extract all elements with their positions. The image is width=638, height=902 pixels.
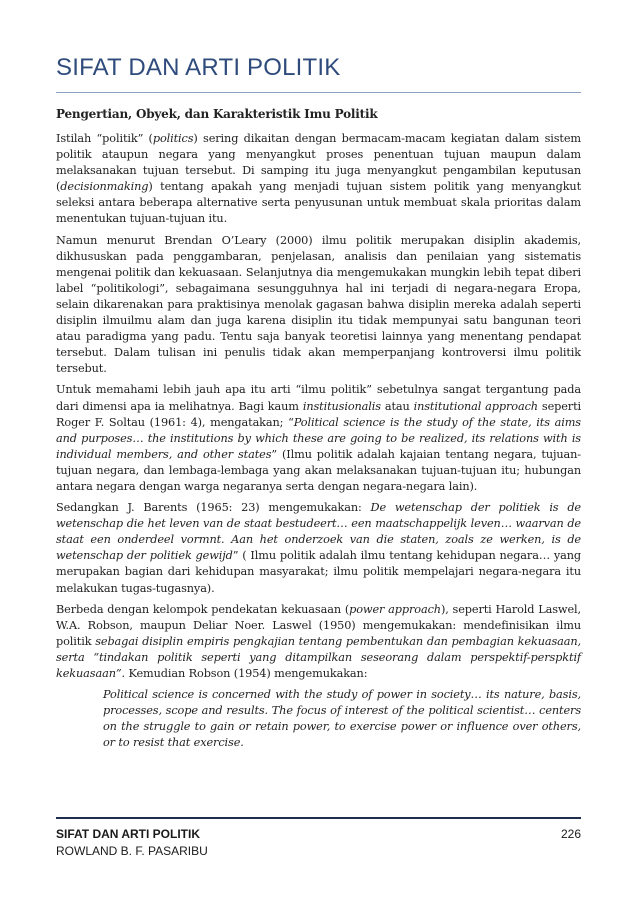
paragraph-3 xyxy=(56,382,581,495)
text-run: ), seperti Harold Laswel, W.A. Robson, maupun Deliar Noer. Laswel (1950) mengemukakan: mendefinisikan ilmu politik xyxy=(56,602,582,648)
italic-text: institutional approach xyxy=(413,399,538,413)
text-run: ” (Ilmu politik adalah kajaian tentang negara, tujuan-tujuan negara, dan lembaga-lembaga yang akan melaksanakan tujuan-tujuan itu; hubungan antara negara dengan warga negaranya serta dengan negara-negara lain). xyxy=(56,447,581,493)
paragraph-1 xyxy=(56,131,581,228)
section-heading: Pengertian, Obyek, dan Karakteristik Imu Politik xyxy=(56,107,378,121)
page-number: 226 xyxy=(560,827,581,841)
text-run: Untuk memahami lebih jauh apa itu arti “ilmu politik” sebetulnya sangat tergantung pada dari dimensi apa ia melihatnya. Bagi kaum xyxy=(56,383,581,413)
italic-text: institusionalis xyxy=(302,399,381,413)
text-run: Namun menurut Brendan O’Leary (2000) ilmu politik merupakan disiplin akademis, dikhususkan pada penggambaran, penjelasan, analisis dan penilaian yang sistematis mengenai politik dan kekuasaan. Selanjutnya dia mengemukakan mungkin lebih tepat diberi label “politikologi”, sebagaimana sesungguhnya hal ini terjadi di negara-negara Eropa, selain dikarenakan para praktisinya menolak gagasan bahwa disiplin mereka adalah seperti disiplin ilmuilmu alam dan juga karena disiplin itu tidak mempunyai satu bangunan teori atau paradigma yang padu. Tentu saja banyak teoretisi lainnya yang menentang pendapat tersebut. Dalam tulisan ini penulis tidak akan memperpanjang kontroversi ilmu politik tersebut. xyxy=(56,233,581,376)
text-run: Sedangkan J. Barents (1965: 23) mengemukakan: xyxy=(56,501,371,515)
italic-text: De wetenschap der politiek is de wetenschap die het leven van de staat bestudeert… een maatschappelijk leven… waarvan de staat een onderdeel vormnt. Aan het onderzoek van die staten, zoals ze werken, is de wetenschap der politiek gewijd xyxy=(56,501,582,563)
italic-text: politics xyxy=(152,132,194,145)
text-run: ) sering dikaitan dengan bermacam-macam kegiatan dalam sistem politik ataupun negara yang menyangkut proses penentuan tujuan maupun dalam melaksanakan tujuan tersebut. Di samping itu juga menyangkut pengambilan keputusan ( xyxy=(56,132,581,194)
paragraph-5 xyxy=(56,602,581,682)
footer-title: SIFAT DAN ARTI POLITIK xyxy=(56,827,200,841)
italic-text: Political science is the study of the state, its aims and purposes… the institutions by which these are going to be realized, its relations with is individual members, and other states xyxy=(56,415,581,461)
title-divider xyxy=(56,92,581,93)
italic-text: power approach xyxy=(349,602,441,616)
block-quote: Political science is concerned with the study of power in society… its nature, basis, processes, scope and results. The focus of interest of the political scientist… centers on the struggle to gain or retain power, to exercise power or influence over others, or to resist that exercise. xyxy=(103,688,581,750)
italic-text: sebagai disiplin empiris pengkajian tentang pembentukan dan pembagian kekuasaan, serta “tindakan politik seperti yang ditampilkan seseorang dalam perspektif-perspktif kekuasaan” xyxy=(56,634,581,680)
text-run: ) tentang apakah yang menjadi tujuan sistem politik yang menyangkut seleksi antara beberapa alternative serta penyusunan untuk membuat skala prioritas dalam menentukan tujuan-tujuan itu. xyxy=(56,180,581,226)
text-run: Berbeda dengan kelompok pendekatan kekuasaan ( xyxy=(56,602,350,616)
paragraph-4 xyxy=(56,500,581,597)
text-run: Istilah “politik” ( xyxy=(56,132,153,145)
footer-author: ROWLAND B. F. PASARIBU xyxy=(56,844,208,858)
page-title: SIFAT DAN ARTI POLITIK xyxy=(56,54,341,81)
text-run: atau xyxy=(380,399,414,413)
document-body xyxy=(56,106,581,751)
text-run: . Kemudian Robson (1954) mengemukakan: xyxy=(121,667,368,680)
paragraph-2 xyxy=(56,233,581,378)
text-run: ” ( Ilmu politik adalah ilmu tentang kehidupan negara… yang merupakan bagian dari kehidupan masyarakat; ilmu politik mempelajari negara-negara itu melakukan tugas-tugasnya). xyxy=(56,549,581,595)
text-run: seperti Roger F. Soltau (1961: 4), mengatakan; “ xyxy=(56,399,582,429)
footer-info xyxy=(56,826,208,860)
italic-text: decisionmaking xyxy=(60,180,149,194)
footer-divider xyxy=(56,817,581,819)
